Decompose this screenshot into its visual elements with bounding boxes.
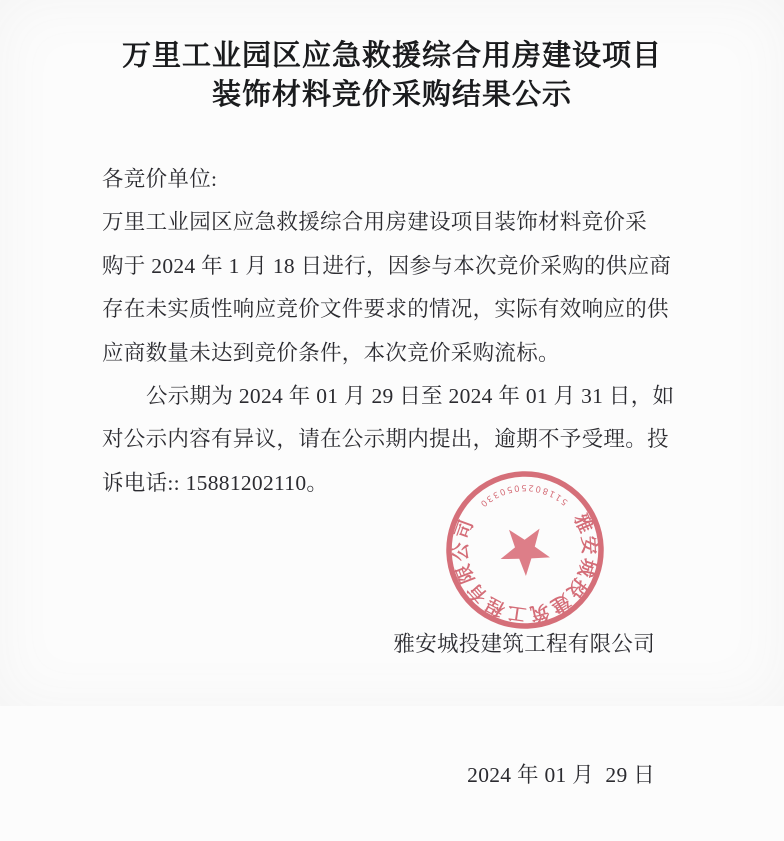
document-title (0, 37, 784, 115)
seal-star-icon (500, 528, 551, 576)
seal-graphic (445, 470, 605, 630)
body-line: 公示期为 2024 年 01 月 29 日至 2024 年 01 月 31 日，如 (146, 384, 675, 409)
company-seal-stamp (445, 470, 605, 630)
body-line: 应商数量未达到竞价条件，本次竞价采购流标。 (102, 340, 560, 365)
title-line-1: 万里工业园区应急救援综合用房建设项目 (121, 40, 662, 72)
seal-company-arc: 雅安城投建筑工程有限公司 (451, 511, 599, 624)
seal-serial: 5118025050330 (476, 481, 571, 510)
body-line: 购于 2024 年 1 月 18 日进行，因参与本次竞价采购的供应商 (102, 253, 672, 278)
salutation: 各竞价单位: (102, 167, 218, 191)
title-line-2: 装饰材料竞价采购结果公示 (211, 79, 572, 111)
signature-company: 雅安城投建筑工程有限公司 (393, 632, 655, 656)
body-line: 诉电话:: 15881202110。 (102, 470, 329, 495)
document-body (102, 158, 675, 505)
body-line: 万里工业园区应急救援综合用房建设项目装饰材料竞价采 (102, 210, 648, 235)
signature-date: 2024 年 01 月 29 日 (467, 762, 655, 787)
body-line: 存在未实质性响应竞价文件要求的情况，实际有效响应的供 (102, 297, 669, 322)
body-line: 对公示内容有异议，请在公示期内提出，逾期不予受理。投 (102, 427, 669, 452)
